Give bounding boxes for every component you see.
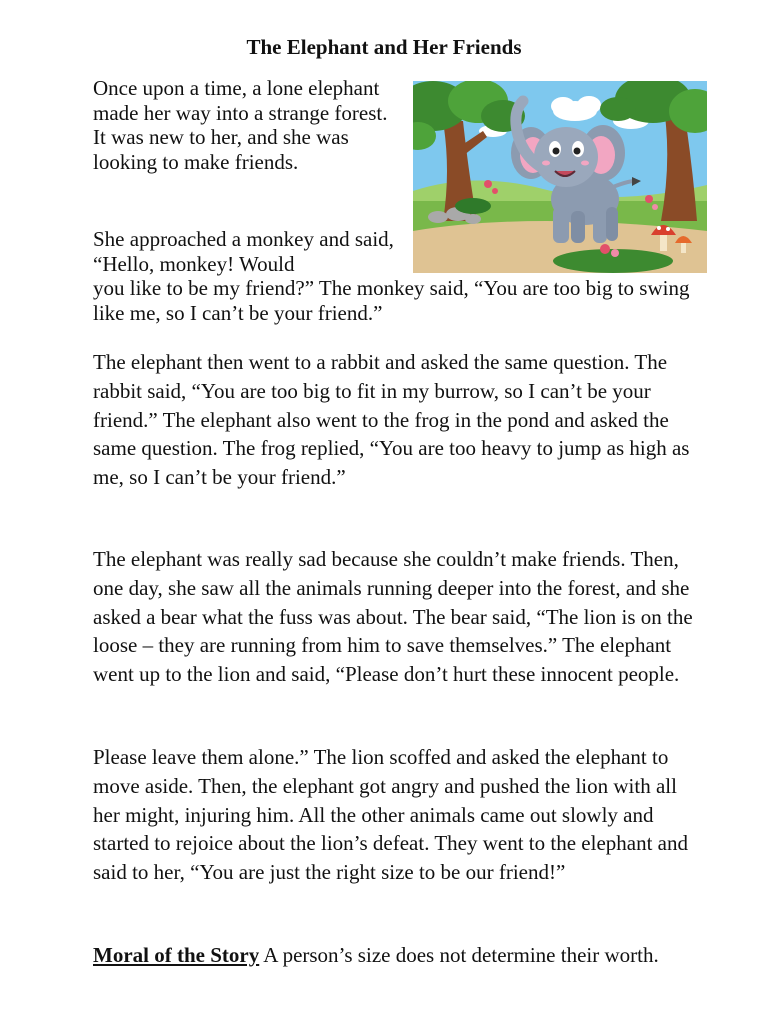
moral-paragraph [93, 941, 693, 970]
paragraph-monkey-start: She approached a monkey and said, “Hello, monkey! Would [93, 227, 394, 276]
paragraph-rabbit-frog: The elephant then went to a rabbit and asked the same question. The rabbit said, “You are too big to fit in my burrow, so I can’t be your friend.” The elephant also went to the frog in the pond and asked the same question. The frog replied, “You are too heavy to jump as high as me, so I can’t be your friend.” [93, 350, 690, 490]
paragraph-monkey-end: you like to be my friend?” The monkey said, “You are too big to swing like me, so I can’t be your friend.” [93, 276, 690, 325]
moral-text: A person’s size does not determine their worth. [259, 943, 659, 967]
elephant-forest-illustration [413, 81, 707, 273]
paragraph-bear-lion: The elephant was really sad because she couldn’t make friends. Then, one day, she saw all the animals running deeper into the forest, and she asked a bear what the fuss was about. The bear said, “The lion is on the loose – they are running from him to save themselves.” The elephant went up to the lion and said, “Please don’t hurt these innocent people. [93, 547, 693, 687]
paragraph-resolution: Please leave them alone.” The lion scoffed and asked the elephant to move aside. Then, the elephant got angry and pushed the lion with all her might, injuring him. All the other animals came out slowly and started to rejoice about the lion’s defeat. They went to the elephant and said to her, “You are just the right size to be our friend!” [93, 745, 688, 885]
moral-label: Moral of the Story [93, 943, 260, 967]
document-title: The Elephant and Her Friends [246, 35, 522, 59]
paragraph-intro: Once upon a time, a lone elephant made her way into a strange forest. It was new to her, and she was looking to make friends. [93, 76, 388, 174]
